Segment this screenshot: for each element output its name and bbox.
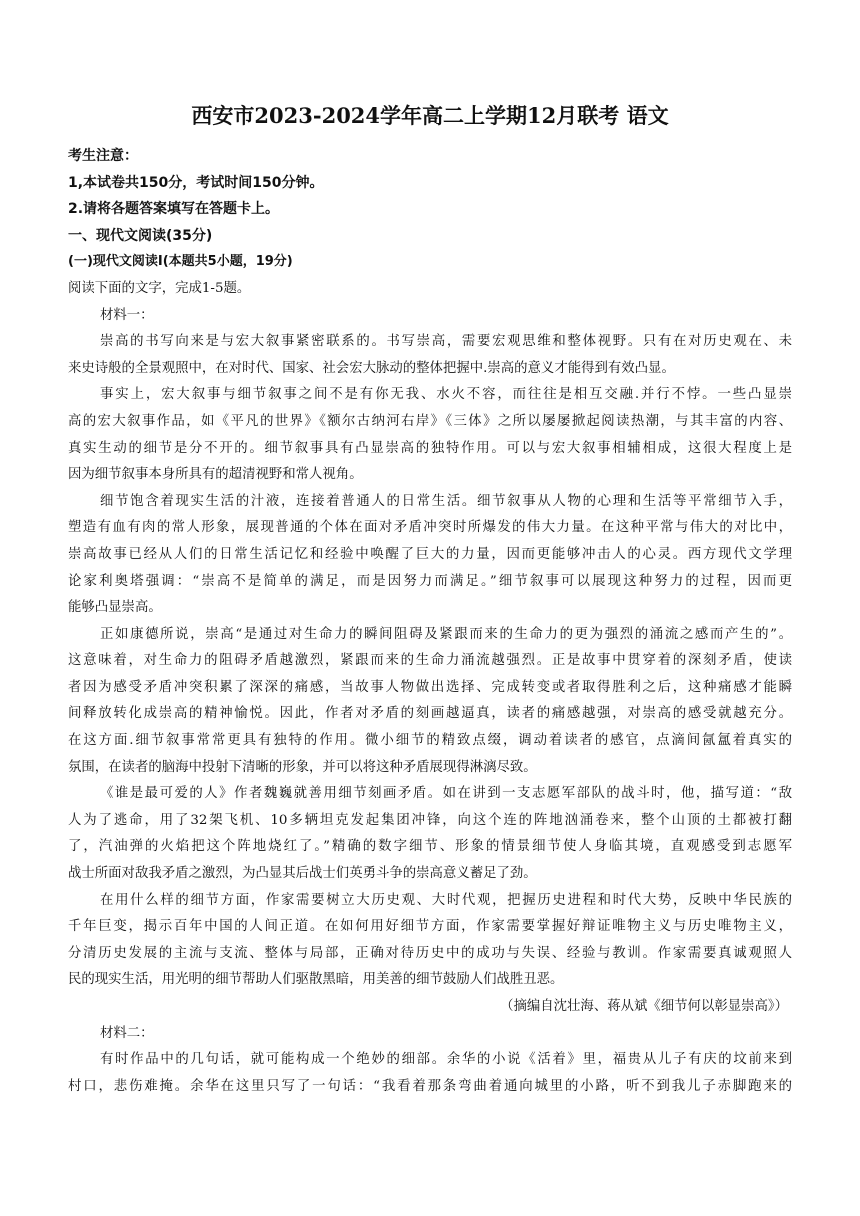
document-body bbox=[68, 143, 792, 1100]
paragraph-line: 崇高的书写向来是与宏大叙事紧密联系的。书写崇高，需要宏观思维和整体视野。只有在对历史观在、未 bbox=[100, 334, 792, 350]
page-title: 西安市2023-2024学年高二上学期12月联考 语文 bbox=[191, 103, 669, 128]
instruction-text: 阅读下面的文字，完成1-5题。 bbox=[68, 280, 251, 296]
notice-item: 1,本试卷共150分，考试时间150分钟。 bbox=[68, 174, 324, 191]
paragraph-line: 论家利奥塔强调：“崇高不是简单的满足，而是因努力而满足。”细节叙事可以展现这种努力的过程，因而更 bbox=[68, 573, 792, 589]
paragraph-line: 能够凸显崇高。 bbox=[68, 600, 162, 616]
paragraph bbox=[68, 489, 792, 622]
material-label: 材料二： bbox=[100, 1025, 154, 1041]
paragraph-line: 这意味着，对生命力的阻碍矛盾越激烈，紧跟而来的生命力涌流越强烈。正是故事中贯穿着的深刻矛盾，使读 bbox=[68, 653, 792, 669]
paragraph bbox=[68, 888, 792, 994]
paragraph-line: 事实上，宏大叙事与细节叙事之间不是有你无我、水火不容，而往往是相互交融.并行不悖。一些凸显崇 bbox=[100, 387, 792, 403]
paragraph-line: 来史诗般的全景观照中，在对时代、国家、社会宏大脉动的整体把握中.崇高的意义才能得到有效凸显。 bbox=[68, 360, 675, 376]
paragraph-line: 了，汽油弹的火焰把这个阵地烧红了。”精确的数字细节、形象的情景细节使人身临其境，直观感受到志愿军 bbox=[68, 839, 792, 855]
paragraph-line: 民的现实生活，用光明的细节帮助人们驱散黑暗，用美善的细节鼓励人们战胜丑恶。 bbox=[68, 972, 564, 988]
paragraph bbox=[68, 622, 792, 782]
paragraph-line: 者因为感受矛盾冲突积累了深深的痛感，当故事人物做出选择、完成转变或者取得胜利之后，这种痛感才能瞬 bbox=[68, 679, 792, 695]
paragraph bbox=[68, 329, 792, 382]
notice-item: 2.请将各题答案填写在答题卡上。 bbox=[68, 201, 280, 218]
paragraph-line: 高的宏大叙事作品，如《平凡的世界》《额尔古纳河右岸》《三体》之所以屡屡掀起阅读热潮，与其丰富的内容、 bbox=[68, 413, 792, 429]
paragraph-line: 塑造有血有肉的常人形象，展现普通的个体在面对矛盾冲突时所爆发的伟大力量。在这种平常与伟大的对比中， bbox=[68, 520, 792, 536]
paragraph bbox=[68, 382, 792, 488]
paragraph-line: 在用什么样的细节方面，作家需要树立大历史观、大时代观，把握历史进程和时代大势，反映中华民族的 bbox=[100, 892, 792, 908]
paragraph-line: 村口，悲伤难掩。余华在这里只写了一句话：“我看着那条弯曲着通向城里的小路，听不到我儿子赤脚跑来的 bbox=[68, 1078, 792, 1094]
paragraph-line: 氛围，在读者的脑海中投射下清晰的形象，并可以将这种矛盾展现得淋漓尽致。 bbox=[68, 759, 537, 775]
paragraph-line: 细节饱含着现实生活的汁液，连接着普通人的日常生活。细节叙事从人物的心理和生活等平常细节入手， bbox=[100, 493, 792, 509]
paragraph-line: 在这方面.细节叙事常常更具有独特的作用。微小细节的精致点缀，调动着读者的感官，点滴间氤氲着真实的 bbox=[68, 733, 792, 749]
paragraph-line: 人为了逃命，用了32架飞机、10多辆坦克发起集团冲锋，向这个连的阵地汹涌卷来，整个山顶的土都被打翻 bbox=[68, 812, 792, 828]
paragraph-line: 分清历史发展的主流与支流、整体与局部，正确对待历史中的成功与失误、经验与教训。作家需要真诚观照人 bbox=[68, 945, 792, 961]
paragraph-line: 因为细节叙事本身所具有的超清视野和常人视角。 bbox=[68, 467, 363, 483]
paragraph-line: 真实生动的细节是分不开的。细节叙事具有凸显崇高的独特作用。可以与宏大叙事相辅相成，这很大程度上是 bbox=[68, 440, 792, 456]
paragraph-line: 有时作品中的几句话，就可能构成一个绝妙的细部。余华的小说《活着》里，福贵从儿子有庆的坟前来到 bbox=[100, 1052, 792, 1068]
paragraph-line: 间释放转化成崇高的精神愉悦。因此，作者对矛盾的刻画越逼真，读者的痛感越强，对崇高的感受就越充分。 bbox=[68, 706, 792, 722]
paragraph-line: 战士所面对敌我矛盾之激烈，为凸显其后战士们英勇斗争的崇高意义蓄足了劲。 bbox=[68, 866, 537, 882]
paragraph-line: 千年巨变，揭示百年中国的人间正道。在如何用好细节方面，作家需要掌握好辩证唯物主义与历史唯物主义， bbox=[68, 919, 792, 935]
paragraph-line: 《谁是最可爱的人》作者魏巍就善用细节刻画矛盾。如在讲到一支志愿军部队的战斗时，他，描写道：“敌 bbox=[100, 786, 792, 802]
citation: （摘编自沈壮海、蒋从斌《细节何以彰显崇高》） bbox=[500, 999, 788, 1014]
section-heading: 一、现代文阅读(35分) bbox=[68, 227, 213, 244]
subsection-heading: (一)现代文阅读Ⅰ(本题共5小题，19分) bbox=[68, 254, 293, 270]
notice-heading: 考生注意： bbox=[68, 148, 138, 164]
paragraph-line: 崇高故事已经从人们的日常生活记忆和经验中唤醒了巨大的力量，因而更能够冲击人的心灵。西方现代文学理 bbox=[68, 546, 792, 562]
paragraph bbox=[68, 1047, 792, 1100]
material-label: 材料一： bbox=[100, 307, 154, 323]
paragraph bbox=[68, 781, 792, 887]
paragraph-line: 正如康德所说，崇高“是通过对生命力的瞬间阻碍及紧跟而来的生命力的更为强烈的涌流之感而产生的”。 bbox=[100, 626, 792, 642]
